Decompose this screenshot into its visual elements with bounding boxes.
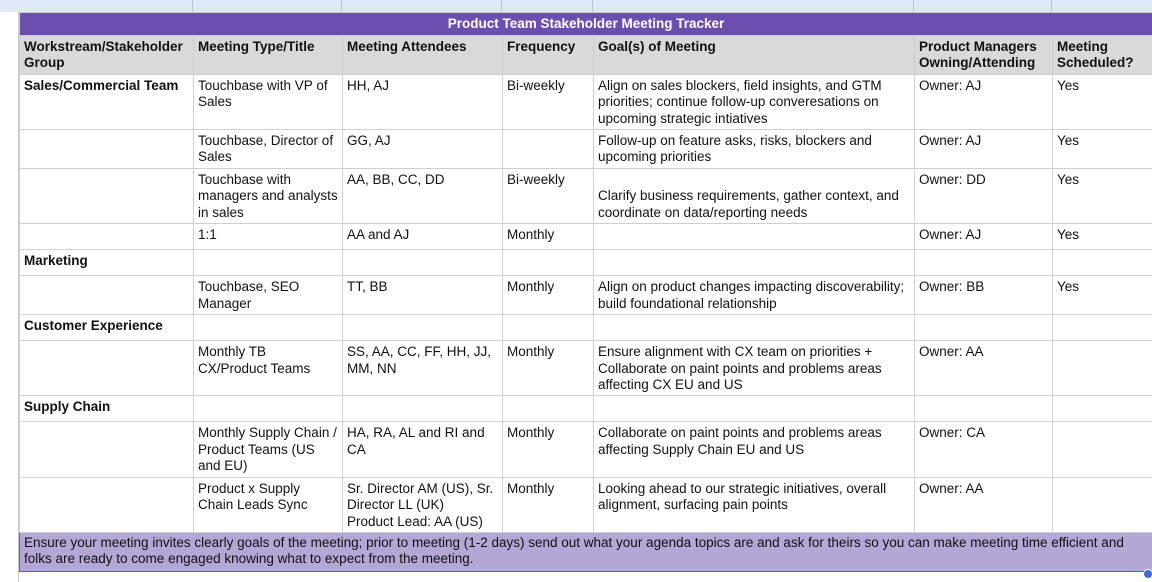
note-row [20, 532, 1152, 571]
cell-group[interactable]: Supply Chain [20, 396, 194, 422]
cell-title[interactable] [194, 396, 343, 422]
cell-goals[interactable]: Follow-up on feature asks, risks, blockers and upcoming priorities [594, 130, 915, 169]
cell-title[interactable]: Touchbase with VP of Sales [194, 74, 343, 129]
cell-frequency[interactable] [503, 250, 594, 276]
cell-title[interactable] [194, 250, 343, 276]
table-row [20, 341, 1152, 396]
header-cell[interactable]: Meeting Scheduled? [1053, 36, 1152, 75]
cell-group[interactable] [20, 477, 194, 532]
cell-frequency[interactable]: Monthly [503, 341, 594, 396]
cell-attendees[interactable]: Sr. Director AM (US), Sr. Director LL (UK) Product Lead: AA (US) [343, 477, 503, 532]
cell-frequency[interactable] [503, 396, 594, 422]
cell-scheduled[interactable] [1053, 341, 1152, 396]
cell-attendees[interactable] [343, 396, 503, 422]
cell-goals[interactable] [594, 315, 915, 341]
header-cell[interactable]: Frequency [503, 36, 594, 75]
cell-owner[interactable] [915, 250, 1053, 276]
table-row [20, 396, 1152, 422]
cell-frequency[interactable]: Monthly [503, 477, 594, 532]
cell-attendees[interactable]: AA, BB, CC, DD [343, 169, 503, 224]
header-cell[interactable]: Product Managers Owning/Attending [915, 36, 1053, 75]
cell-scheduled[interactable]: Yes [1053, 169, 1152, 224]
tracker-table [19, 12, 1152, 572]
header-cell[interactable]: Workstream/Stakeholder Group [20, 36, 194, 75]
cell-title[interactable]: Touchbase, SEO Manager [194, 276, 343, 315]
cell-frequency[interactable] [503, 130, 594, 169]
cell-goals[interactable]: Align on sales blockers, field insights, and GTM priorities; continue follow-up converesations on upcoming strategic intiatives [594, 74, 915, 129]
cell-group[interactable] [20, 341, 194, 396]
cell-scheduled[interactable] [1053, 250, 1152, 276]
table-row [20, 74, 1152, 129]
table-row [20, 276, 1152, 315]
cell-frequency[interactable] [503, 315, 594, 341]
cell-owner[interactable]: Owner: DD [915, 169, 1053, 224]
row-header-gutter[interactable] [0, 12, 19, 582]
cell-frequency[interactable]: Monthly [503, 224, 594, 250]
cell-scheduled[interactable] [1053, 422, 1152, 477]
header-row [20, 36, 1152, 75]
cell-frequency[interactable]: Monthly [503, 422, 594, 477]
cell-group[interactable] [20, 422, 194, 477]
cell-owner[interactable] [915, 315, 1053, 341]
cell-owner[interactable]: Owner: CA [915, 422, 1053, 477]
cell-group[interactable]: Marketing [20, 250, 194, 276]
cell-title[interactable]: 1:1 [194, 224, 343, 250]
cell-owner[interactable]: Owner: BB [915, 276, 1053, 315]
cell-attendees[interactable]: TT, BB [343, 276, 503, 315]
cell-attendees[interactable] [343, 315, 503, 341]
cell-goals[interactable]: Clarify business requirements, gather context, and coordinate on data/reporting needs [594, 169, 915, 224]
selection-handle[interactable] [1143, 569, 1152, 579]
cell-scheduled[interactable]: Yes [1053, 74, 1152, 129]
cell-group[interactable] [20, 276, 194, 315]
cell-attendees[interactable]: GG, AJ [343, 130, 503, 169]
cell-group[interactable]: Sales/Commercial Team [20, 74, 194, 129]
cell-title[interactable]: Product x Supply Chain Leads Sync [194, 477, 343, 532]
cell-scheduled[interactable] [1053, 477, 1152, 532]
table-row [20, 224, 1152, 250]
cell-attendees[interactable]: HA, RA, AL and RI and CA [343, 422, 503, 477]
title-row [20, 13, 1152, 36]
cell-goals[interactable]: Looking ahead to our strategic initiatives, overall alignment, surfacing pain points [594, 477, 915, 532]
cell-scheduled[interactable]: Yes [1053, 130, 1152, 169]
cell-goals[interactable]: Align on product changes impacting discoverability; build foundational relationship [594, 276, 915, 315]
cell-title[interactable]: Monthly Supply Chain / Product Teams (US and EU) [194, 422, 343, 477]
cell-title[interactable]: Touchbase with managers and analysts in sales [194, 169, 343, 224]
cell-goals[interactable]: Collaborate on paint points and problems areas affecting Supply Chain EU and US [594, 422, 915, 477]
cell-owner[interactable]: Owner: AJ [915, 74, 1053, 129]
cell-scheduled[interactable]: Yes [1053, 276, 1152, 315]
cell-title[interactable] [194, 315, 343, 341]
cell-scheduled[interactable] [1053, 396, 1152, 422]
header-cell[interactable]: Meeting Attendees [343, 36, 503, 75]
cell-title[interactable]: Touchbase, Director of Sales [194, 130, 343, 169]
cell-attendees[interactable] [343, 250, 503, 276]
cell-attendees[interactable]: HH, AJ [343, 74, 503, 129]
cell-attendees[interactable]: AA and AJ [343, 224, 503, 250]
table-row [20, 477, 1152, 532]
cell-group[interactable] [20, 130, 194, 169]
note-cell[interactable]: Ensure your meeting invites clearly goals of the meeting; prior to meeting (1-2 days) send out what your agenda topics are and ask for theirs so you can make meeting time efficient and folks are ready to come engaged knowing what to expect from the meeting. [20, 532, 1152, 571]
cell-attendees[interactable]: SS, AA, CC, FF, HH, JJ, MM, NN [343, 341, 503, 396]
cell-owner[interactable]: Owner: AA [915, 477, 1053, 532]
table-row [20, 315, 1152, 341]
cell-group[interactable]: Customer Experience [20, 315, 194, 341]
table-row [20, 169, 1152, 224]
cell-frequency[interactable]: Monthly [503, 276, 594, 315]
cell-goals[interactable] [594, 250, 915, 276]
cell-frequency[interactable]: Bi-weekly [503, 74, 594, 129]
cell-scheduled[interactable]: Yes [1053, 224, 1152, 250]
cell-owner[interactable]: Owner: AA [915, 341, 1053, 396]
cell-owner[interactable]: Owner: AJ [915, 224, 1053, 250]
header-cell[interactable]: Goal(s) of Meeting [594, 36, 915, 75]
cell-goals[interactable] [594, 396, 915, 422]
header-cell[interactable]: Meeting Type/Title [194, 36, 343, 75]
cell-owner[interactable]: Owner: AJ [915, 130, 1053, 169]
cell-frequency[interactable]: Bi-weekly [503, 169, 594, 224]
cell-group[interactable] [20, 169, 194, 224]
table-row [20, 250, 1152, 276]
cell-title[interactable]: Monthly TB CX/Product Teams [194, 341, 343, 396]
table-row [20, 422, 1152, 477]
cell-group[interactable] [20, 224, 194, 250]
table-title[interactable]: Product Team Stakeholder Meeting Tracker [20, 13, 1152, 36]
cell-goals[interactable] [594, 224, 915, 250]
cell-owner[interactable] [915, 396, 1053, 422]
table-row [20, 130, 1152, 169]
cell-goals[interactable]: Ensure alignment with CX team on priorities + Collaborate on paint points and problems areas affecting CX EU and US [594, 341, 915, 396]
cell-scheduled[interactable] [1053, 315, 1152, 341]
